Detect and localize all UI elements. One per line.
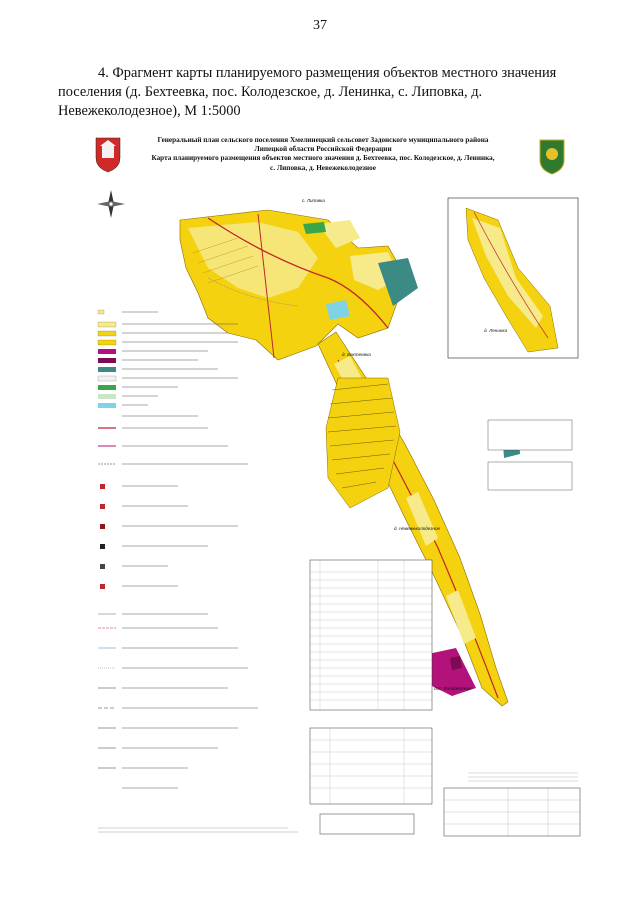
settlement-label-kolodezskoe: пос. Колодезское bbox=[434, 686, 471, 691]
page-number: 37 bbox=[313, 18, 327, 33]
map-legend bbox=[98, 310, 298, 832]
compass-rose-icon bbox=[97, 190, 125, 218]
settlement-label-bekhteevka: д. Бехтеевка bbox=[342, 352, 371, 357]
map-title-line: с. Липовка, д. Невежеколодезное bbox=[270, 163, 376, 172]
map-title-line: Генеральный план сельского поселения Хмелинецкий сельсовет Задонского муниципального района bbox=[157, 136, 489, 144]
map-sheet bbox=[88, 128, 588, 840]
figure-caption: 4. Фрагмент карты планируемого размещения объектов местного значения поселения (д. Бехтеевка, пос. Колодезское, д. Ленинка, с. Липовка, д. Невежеколодезное), М 1:5000 bbox=[58, 65, 557, 119]
inset-frame-leninka bbox=[448, 198, 578, 358]
settlement-area-lipovka bbox=[180, 210, 418, 360]
map-title bbox=[138, 136, 508, 173]
settlement-label-lipovka: с. Липовка bbox=[302, 198, 325, 203]
map-title-line: Карта планируемого размещения объектов местного значения д. Бехтеевка, пос. Колодезское, д. Ленинка, bbox=[151, 154, 495, 163]
map-title-line: Липецкой области Российской Федерации bbox=[254, 145, 392, 154]
agricultural-zone-hatched bbox=[326, 378, 400, 508]
settlement-label-leninka: д. Ленинка bbox=[484, 328, 508, 333]
map-drawing bbox=[88, 128, 588, 840]
settlement-label-nevezhekolodeznoe: д. Невежеколодезное bbox=[394, 526, 441, 531]
district-emblem-icon bbox=[96, 138, 120, 172]
region-emblem-icon bbox=[540, 140, 564, 174]
